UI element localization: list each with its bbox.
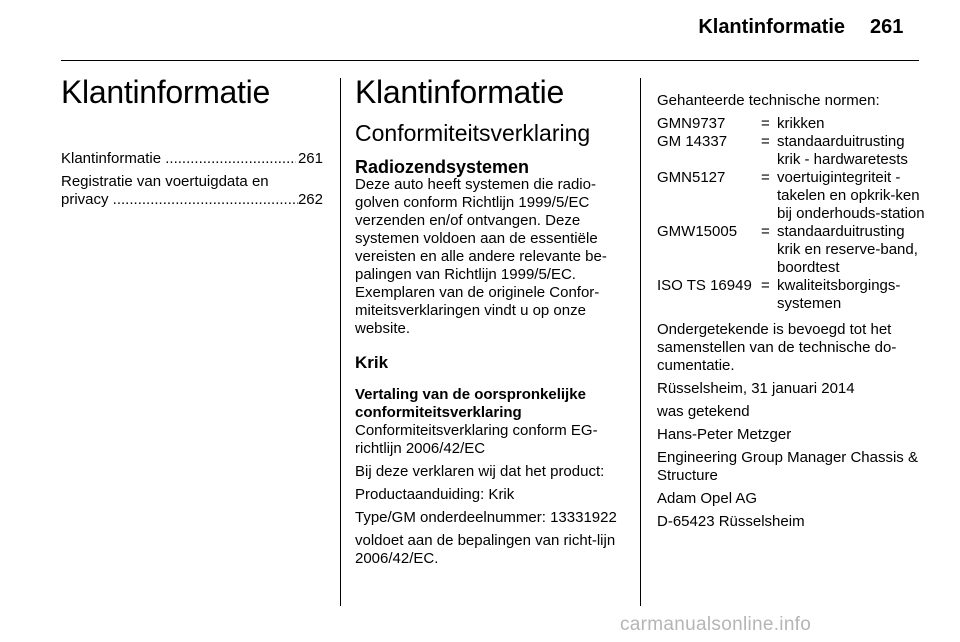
toc-entry[interactable] [61,150,323,168]
norm-desc: standaarduitrusting krik en reserve-band, boordtest [777,223,918,276]
company-address: D-65423 Rüsselsheim [657,513,805,530]
column-divider-1 [340,78,341,606]
page-number: 261 [870,16,904,38]
radio-body: Deze auto heeft systemen die radio-golven conform Richtlijn 1999/5/EC verzenden en/of ontvangen. Deze systemen voldoen aan de essentiële vereisten en alle andere relevante be-palingen van Richtlijn 1999/5/EC. Exemplaren van de originele Confor-miteitsverklaringen vindt u op onze website. [355,176,607,337]
chapter-title: Klantinformatie [61,74,270,110]
table-row [657,277,927,313]
signatory-name: Hans-Peter Metzger [657,426,792,443]
norms-intro: Gehanteerde technische normen: [657,92,880,109]
norm-desc: standaarduitrusting krik - hardwaretests [777,133,908,168]
toc-entry-text-cont: privacy ..... [61,191,298,209]
norm-sep: = [761,169,770,186]
table-of-contents [61,150,323,209]
section-title: Klantinformatie [355,74,564,110]
signatory-text: Ondergetekende is bevoegd tot het samenstellen van de technische do-cumentatie. [657,321,897,374]
norm-code: GM 14337 [657,133,728,150]
norm-code: GMN9737 [657,115,726,132]
header-rule [61,60,919,61]
norm-desc: kwaliteitsborgings-systemen [777,277,901,312]
jack-paragraph: voldoet aan de bepalingen van richt-lijn 2006/42/EC. [355,532,616,567]
jack-subheading: Vertaling van de oorspronkelijke conformiteitsverklaring [355,386,586,421]
running-header-title: Klantinformatie [698,16,845,38]
norm-sep: = [761,115,770,132]
company-name: Adam Opel AG [657,490,758,507]
signatory-role: Engineering Group Manager Chassis & Structure [657,449,918,484]
norms-table [657,115,927,313]
column-toc [61,74,323,209]
place-date: Rüsselsheim, 31 januari 2014 [657,380,855,397]
jack-paragraph: Conformiteitsverklaring conform EG-richtlijn 2006/42/EC [355,422,598,457]
jack-paragraph: Bij deze verklaren wij dat het product: [355,463,605,480]
table-row [657,223,927,277]
column-divider-2 [640,78,641,606]
table-row [657,133,927,169]
toc-entry-page: 262 [297,191,323,208]
norm-sep: = [761,223,770,240]
norm-sep: = [761,277,770,294]
watermark-text: carmanualsonline.info [620,614,812,635]
jack-paragraph: Productaanduiding: Krik [355,486,515,503]
signed-note: was getekend [657,403,750,420]
norm-code: GMN5127 [657,169,726,186]
toc-entry-text: Registratie van voertuigdata en [61,173,269,190]
radio-heading: Radiozendsystemen [355,157,530,177]
norm-desc: krikken [777,115,825,132]
table-row [657,115,927,133]
toc-entry-page: 261 [297,150,323,167]
norm-desc: voertuigintegriteit - takelen en opkrik-ken bij onderhouds-station [777,169,925,222]
jack-paragraph: Type/GM onderdeelnummer: 13331922 [355,509,617,526]
column-declaration [355,74,625,573]
norm-sep: = [761,133,770,150]
jack-heading: Krik [355,353,389,372]
toc-entry[interactable] [61,173,323,209]
toc-entry-text: Klantinformatie ..... [61,150,296,168]
section-subtitle: Conformiteitsverklaring [355,120,591,146]
norm-code: ISO TS 16949 [657,277,752,294]
column-norms [657,74,927,536]
norm-code: GMW15005 [657,223,738,240]
table-row [657,169,927,223]
